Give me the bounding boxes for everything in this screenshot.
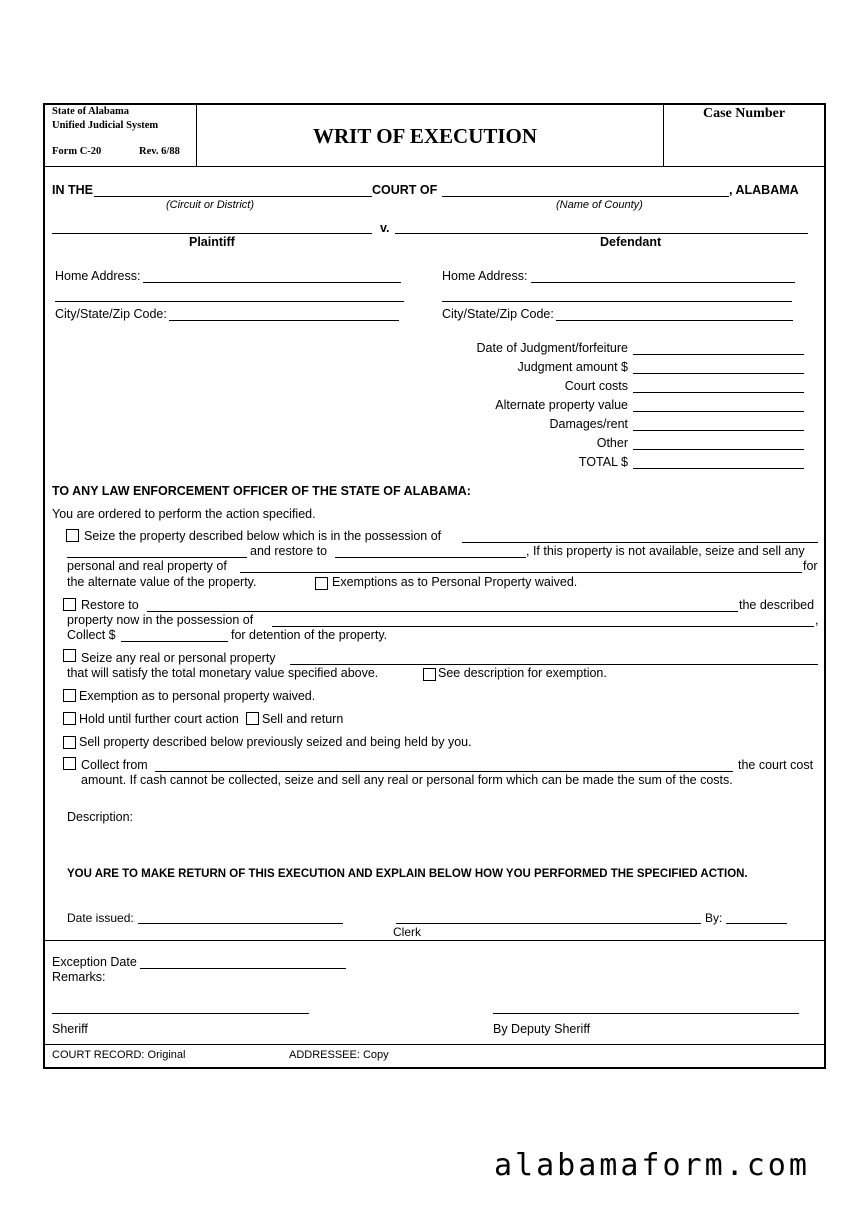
restore-to-checkbox[interactable] [63,598,76,611]
date-issued-label: Date issued: [67,911,134,925]
sell-previously-text: Sell property described below previously seized and being held by you. [79,735,472,749]
collect-from-checkbox[interactable] [63,757,76,770]
exemptions-waived-text: Exemptions as to Personal Property waived. [332,575,578,589]
header-divider [43,166,826,167]
other-line[interactable] [633,449,804,450]
for-text: for [803,559,818,573]
court-costs-line[interactable] [633,392,804,393]
see-description-checkbox[interactable] [423,668,436,681]
order-intro: You are ordered to perform the action specified. [52,507,316,521]
plaintiff-label: Plaintiff [189,235,235,249]
hold-until-checkbox[interactable] [63,712,76,725]
the-described-text: the described [739,598,815,612]
plaintiff-city-line[interactable] [169,320,399,321]
sell-return-checkbox[interactable] [246,712,259,725]
judgment-amount-label: Judgment amount $ [517,360,628,374]
court-cost-text: the court cost [738,758,814,772]
exemption-personal-checkbox[interactable] [63,689,76,702]
property-possession-line[interactable] [272,626,814,627]
detention-text: for detention of the property. [231,628,388,642]
defendant-label: Defendant [600,235,662,249]
seize-property-text: Seize the property described below which is in the possession of [84,529,442,543]
exemption-personal-text: Exemption as to personal property waived. [79,689,316,703]
alternate-value-label: Alternate property value [495,398,628,412]
satisfy-total-text: that will satisfy the total monetary value specified above. [67,666,379,680]
comma-text: , [815,613,819,627]
county-line[interactable] [442,196,729,197]
deputy-label: By Deputy Sheriff [493,1022,591,1036]
cost-amount-text: amount. If cash cannot be collected, seize and sell any real or personal form which can be made the sum of the costs. [81,773,733,787]
defendant-city-label: City/State/Zip Code: [442,307,554,321]
seize-property-checkbox[interactable] [66,529,79,542]
description-label: Description: [67,810,133,824]
plaintiff-line[interactable] [52,233,372,234]
description-field[interactable] [140,810,810,824]
court-record-label: COURT RECORD: Original [52,1049,186,1061]
exemptions-waived-checkbox[interactable] [315,577,328,590]
circuit-hint: (Circuit or District) [166,199,254,211]
clerk-signature-line[interactable] [396,923,701,924]
seize-sell-text: , If this property is not available, seize and sell any [526,544,805,558]
by-signature-line[interactable] [726,923,787,924]
case-number-label: Case Number [703,106,786,121]
form-revision: Rev. 6/88 [139,146,180,157]
remarks-label: Remarks: [52,970,106,984]
seize-line2-blank[interactable] [67,557,247,558]
form-number: Form C-20 [52,146,102,157]
by-label: By: [705,911,723,925]
restore-to-text: and restore to [250,544,328,558]
sell-previously-checkbox[interactable] [63,736,76,749]
damages-line[interactable] [633,430,804,431]
org-line1: State of Alabama [52,106,129,117]
plaintiff-address-line2[interactable] [55,301,404,302]
personal-real-line[interactable] [240,572,802,573]
seize-possession-line[interactable] [462,542,818,543]
case-number-field[interactable] [672,134,818,148]
plaintiff-home-address-label: Home Address: [55,269,141,283]
collect-amount-line[interactable] [121,641,228,642]
court-type-line[interactable] [94,196,372,197]
alternate-value-line[interactable] [633,411,804,412]
total-label: TOTAL $ [578,455,628,469]
exception-date-label: Exception Date [52,955,137,969]
exception-date-line[interactable] [140,968,346,969]
seize-any-checkbox[interactable] [63,649,76,662]
restore-to-line[interactable] [335,557,526,558]
restore-to-name-line[interactable] [147,611,738,612]
footer-divider [43,1044,826,1045]
in-the-label: IN THE [52,183,93,197]
clerk-label: Clerk [393,925,422,939]
collect-from-line[interactable] [155,771,733,772]
judgment-date-label: Date of Judgment/forfeiture [476,341,628,355]
other-label: Other [596,436,628,450]
hold-until-text: Hold until further court action [79,712,239,726]
judgment-date-line[interactable] [633,354,804,355]
restore-to-label: Restore to [81,598,139,612]
defendant-address-line2[interactable] [442,301,792,302]
property-possession-text: property now in the possession of [67,613,254,627]
sheriff-label: Sheriff [52,1022,88,1036]
judgment-amount-line[interactable] [633,373,804,374]
order-heading: TO ANY LAW ENFORCEMENT OFFICER OF THE STATE OF ALABAMA: [52,484,471,498]
addressee-label: ADDRESSEE: Copy [289,1049,389,1061]
plaintiff-city-label: City/State/Zip Code: [55,307,167,321]
total-line[interactable] [633,468,804,469]
header-left-divider [196,103,197,167]
court-costs-label: Court costs [564,379,628,393]
sheriff-signature-line[interactable] [52,1013,309,1014]
seize-any-text: Seize any real or personal property [81,651,276,665]
defendant-line[interactable] [395,233,808,234]
county-hint: (Name of County) [556,199,643,211]
sell-return-text: Sell and return [262,712,344,726]
defendant-address-line[interactable] [531,282,795,283]
defendant-home-address-label: Home Address: [442,269,528,283]
defendant-city-line[interactable] [556,320,793,321]
see-description-text: See description for exemption. [438,666,607,680]
return-notice: YOU ARE TO MAKE RETURN OF THIS EXECUTION AND EXPLAIN BELOW HOW YOU PERFORMED THE SPECIFIED ACTION. [67,868,748,880]
org-line2: Unified Judicial System [52,120,159,131]
collect-from-text: Collect from [81,758,148,772]
damages-label: Damages/rent [549,417,628,431]
collect-dollar-label: Collect $ [67,628,116,642]
return-divider [43,940,826,941]
alabama-label: , ALABAMA [729,183,799,197]
versus-label: v. [380,221,390,235]
watermark: alabamaform.com [494,1148,810,1183]
alternate-value-text: the alternate value of the property. [67,575,257,589]
seize-any-line[interactable] [290,664,818,665]
header-right-divider [663,103,664,167]
personal-real-text: personal and real property of [67,559,227,573]
page-title: WRIT OF EXECUTION [313,124,538,148]
date-issued-line[interactable] [138,923,343,924]
deputy-signature-line[interactable] [493,1013,799,1014]
court-of-label: COURT OF [372,183,438,197]
plaintiff-address-line[interactable] [143,282,401,283]
